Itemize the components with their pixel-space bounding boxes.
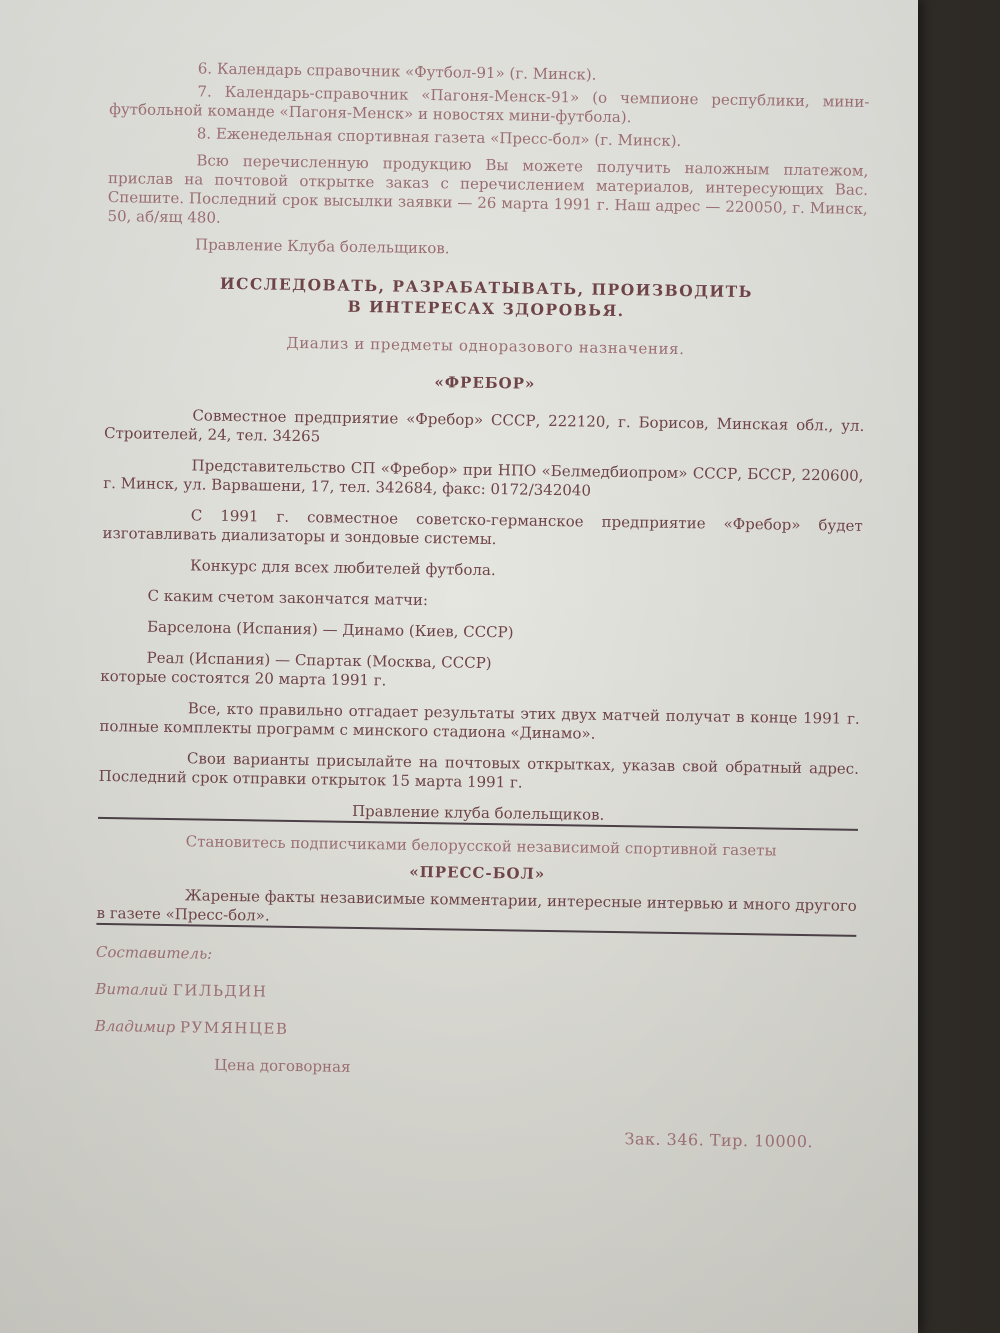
pressbol-ad [96,831,857,935]
list-item-6: 6. Календарь справочник «Футбол-91» (г. Минск). [197,59,597,84]
contest-match-1: Барселона (Испания) — Динамо (Киев, СССР) [146,617,514,642]
compiler-2-first-name: Владимир [94,1016,176,1037]
club-signature-top: Правление Клуба болельщиков. [194,235,450,258]
compiler-2 [95,1017,855,1048]
frebor-plans: С 1991 г. совместное советско-германское предприятие «Фребор» будет изготавливать диализаторы и зондовые системы. [102,506,863,549]
frebor-ad [102,271,866,555]
compiler-1-first-name: Виталий [95,979,169,1000]
list-item-7: 7. Календарь-справочник «Пагоня-Менск-91» (о чемпионе республики, мини-футбольной команде «Пагоня-Менск» и новостях мини-футбола). [109,82,870,127]
promo-list [107,58,870,265]
list-item-8: 8. Еженедельная спортивная газета «Пресс-бол» (г. Минск). [196,124,682,150]
order-instructions: Всю перечисленную продукцию Вы можете получить наложным платежом, прислав на почтовой открытке заказ с перечислением материалов, интересующих Вас. Спешите. Последний срок высылки заявки — 26 марта 1991 г. Наш адрес — 220050, г. Минск, 50, аб/ящ 480. [107,151,869,227]
compiler-label: Составитель: [95,942,213,963]
football-contest [98,555,862,829]
frebor-heading-line1: ИССЛЕДОВАТЬ, РАЗРАБАТЫВАТЬ, ПРОИЗВОДИТЬ [219,273,754,302]
page-content [93,58,870,1152]
frebor-representative: Представительство СП «Фребор» при НПО «Белмедбиопром» СССР, БССР, 220600, г. Минск, ул. Варвашени, 17, тел. 342684, факс: 0172/342040 [103,456,864,500]
frebor-heading-line2: В ИНТЕРЕСАХ ЗДОРОВЬЯ. [347,296,625,321]
compiler-2-last-name: РУМЯНЦЕВ [179,1018,289,1038]
club-signature-bottom: Правление клуба болельщиков. [351,801,605,824]
frebor-company-address: Совместное предприятие «Фребор» СССР, 222120, г. Борисов, Минская обл., ул. Строителей, 24, тел. 34265 [103,406,865,446]
contest-instructions: Свои варианты присылайте на почтовых открытках, указав свой обратный адрес. Последний срок отправки открыток 15 марта 1991 г. [98,749,860,792]
credits [93,943,856,1152]
print-order-info: Зак. 346. Тир. 10000. [624,1129,814,1152]
contest-prize: Все, кто правильно отгадает результаты этих двух матчей получат в конце 1991 г. полные комплекты программ с минского стадиона «Динамо». [99,699,860,743]
contest-date: которые состоятся 20 марта 1991 г. [100,666,387,690]
frebor-subheading: Диализ и предметы одноразового назначения. [286,333,685,359]
pressbol-name: «ПРЕСС-БОЛ» [409,862,546,883]
contest-match-2: Реал (Испания) — Спартак (Москва, СССР) [146,648,492,673]
pressbol-subscribe: Становитесь подписчиками белорусской независимой спортивной газеты [185,832,777,860]
contest-question: С каким счетом закончатся матчи: [147,586,429,610]
compiler-1 [95,980,855,1011]
price-note: Цена договорная [214,1055,351,1076]
compiler-1-last-name: ГИЛЬДИН [172,981,268,1001]
pressbol-description: Жареные факты независимые комментарии, интересные интервью и много другого в газете «Пресс-бол». [96,886,857,925]
frebor-brand: «ФРЕБОР» [434,373,536,393]
contest-intro: Конкурс для всех любителей футбола. [189,556,496,580]
